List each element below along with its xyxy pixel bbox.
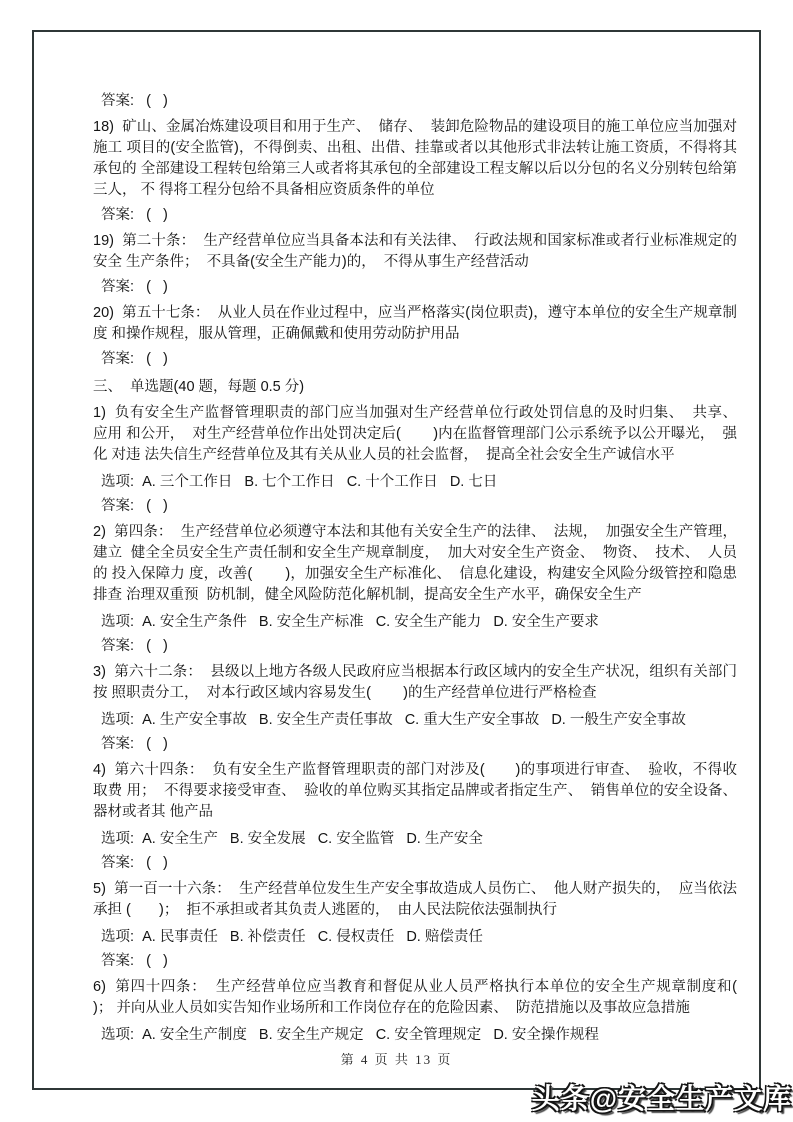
answer-line: 答案: ( ) xyxy=(101,953,168,969)
options-line-q4: 选项: A. 安全生产 B. 安全发展 C. 安全监管 D. 生产安全 xyxy=(101,831,483,847)
question-6: 6) 第四十四条： 生产经营单位应当教育和督促从业人员严格执行本单位的安全生产规章制度和( )； 并向从业人员如实告知作业场所和工作岗位存在的危险因素、 防范措施以及事故应急措施 xyxy=(93,979,770,1016)
options-line-q1: 选项: A. 三个工作日 B. 七个工作日 C. 十个工作日 D. 七日 xyxy=(101,474,498,490)
exam-content xyxy=(93,88,770,1048)
answer-line: 答案: ( ) xyxy=(101,855,168,871)
question-18: 18) 矿山、金属冶炼建设项目和用于生产、 储存、 装卸危险物品的建设项目的施工单位应当加强对施工 项目的(安全监管)，不得倒卖、出租、出借、挂靠或者以其他形式非法转让施工资质，不得将其承包的 全部建设工程转包给第三人或者将其承包的全部建设工程支解以后以分包的名义分别转包给第三人， 不 得将工程分包给不具备相应资质条件的单位 xyxy=(93,119,737,198)
answer-line: 答案: ( ) xyxy=(101,638,168,654)
answer-line: 答案: ( ) xyxy=(101,498,168,514)
options-line-q6: 选项: A. 安全生产制度 B. 安全生产规定 C. 安全管理规定 D. 安全操作规程 xyxy=(101,1027,599,1043)
answer-line: 答案: ( ) xyxy=(101,279,168,295)
options-line-q5: 选项: A. 民事责任 B. 补偿责任 C. 侵权责任 D. 赔偿责任 xyxy=(101,929,483,945)
question-2: 2) 第四条： 生产经营单位必须遵守本法和其他有关安全生产的法律、 法规， 加强安全生产管理，建立 健全全员安全生产责任制和安全生产规章制度， 加大对安全生产资金、 物资、 技术、 人员的 投入保障力 度，改善( )，加强安全生产标准化、 信息化建设，构建安全风险分级管控和隐患排查 治理双重预 防机制，健全风险防范化解机制，提高安全生产水平，确保安全生产 xyxy=(93,524,737,603)
question-20: 20) 第五十七条： 从业人员在作业过程中，应当严格落实(岗位职责)，遵守本单位的安全生产规章制度 和操作规程，服从管理，正确佩戴和使用劳动防护用品 xyxy=(93,305,737,342)
question-4: 4) 第六十四条： 负有安全生产监督管理职责的部门对涉及( )的事项进行审查、 验收，不得收 取费 用； 不得要求接受审查、 验收的单位购买其指定品牌或者指定生产、 销售单位的安全设备、 器材或者其 他产品 xyxy=(93,762,742,820)
options-line-q2: 选项: A. 安全生产条件 B. 安全生产标准 C. 安全生产能力 D. 安全生产要求 xyxy=(101,614,599,630)
question-5: 5) 第一百一十六条： 生产经营单位发生生产安全事故造成人员伤亡、 他人财产损失的， 应当依法 承担 ( )； 拒不承担或者其负责人逃匿的， 由人民法院依法强制执行 xyxy=(93,881,742,918)
answer-line: 答案: ( ) xyxy=(101,207,168,223)
answer-line: 答案: ( ) xyxy=(101,736,168,752)
section-heading-single-choice: 三、 单选题(40 题，每题 0.5 分) xyxy=(93,379,305,395)
answer-line: 答案: ( ) xyxy=(101,93,168,109)
options-line-q3: 选项: A. 生产安全事故 B. 安全生产责任事故 C. 重大生产安全事故 D. 一般生产安全事故 xyxy=(101,712,686,728)
page-number: 第 4 页 共 13 页 xyxy=(340,1052,453,1067)
watermark-text: 头条@安全生产文库 xyxy=(531,1083,792,1114)
question-3: 3) 第六十二条： 县级以上地方各级人民政府应当根据本行政区域内的安全生产状况，组织有关部门按 照职责分工， 对本行政区域内容易发生( )的生产经营单位进行严格检查 xyxy=(93,664,737,701)
question-19: 19) 第二十条： 生产经营单位应当具备本法和有关法律、 行政法规和国家标准或者行业标准规定的 安全 生产条件； 不具备(安全生产能力)的， 不得从事生产经营活动 xyxy=(93,233,742,270)
answer-line: 答案: ( ) xyxy=(101,351,168,367)
question-1: 1) 负有安全生产监督管理职责的部门应当加强对生产经营单位行政处罚信息的及时归集、 共享、 应用 和公开， 对生产经营单位作出处罚决定后( )内在监督管理部门公示系统予以公开曝光， 强化 对违 法失信生产经营单位及其有关从业人员的社会监督， 提高全社会安全生产诚信水平 xyxy=(93,405,746,463)
